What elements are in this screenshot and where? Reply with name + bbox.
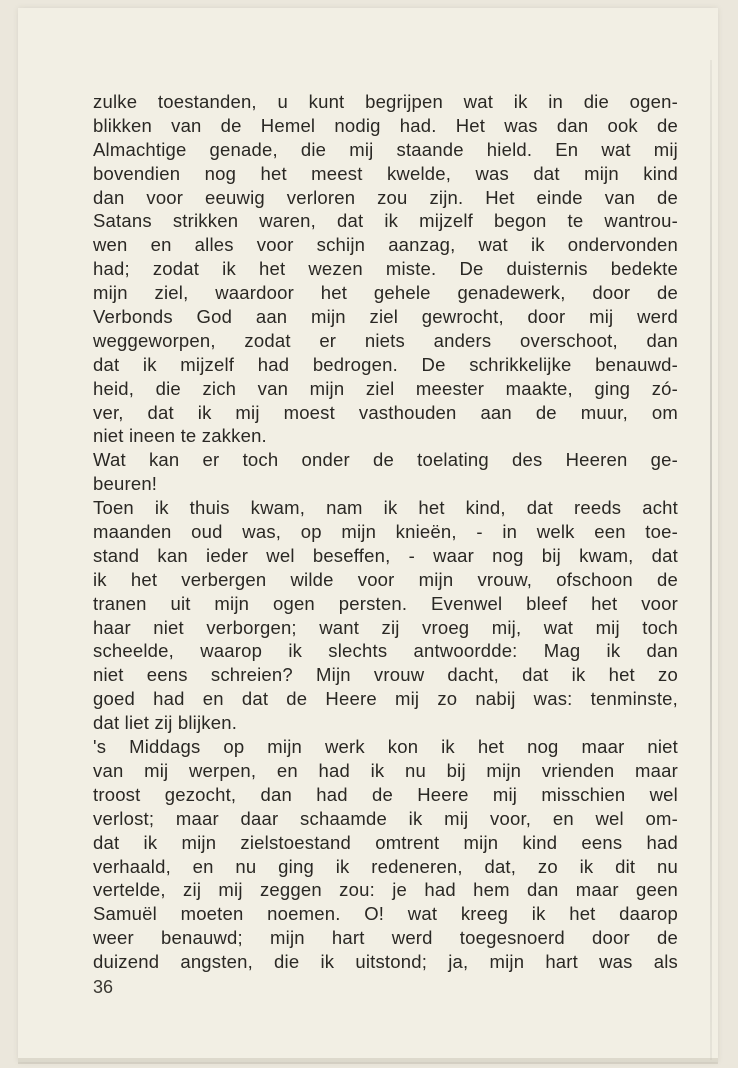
text-line: tranen uit mijn ogen persten. Evenwel bleef het voor: [93, 592, 678, 614]
text-line: ik het verbergen wilde voor mijn vrouw, ofschoon de: [93, 568, 678, 590]
text-line: verlost; maar daar schaamde ik mij voor, en wel om-: [93, 807, 678, 829]
text-line: vertelde, zij mij zeggen zou: je had hem dan maar geen: [93, 879, 678, 901]
text-line: dat ik mijn zielstoestand omtrent mijn kind eens had: [93, 831, 678, 853]
text-line: wen en alles voor schijn aanzag, wat ik ondervonden: [93, 234, 678, 256]
text-line: Almachtige genade, die mij staande hield. En wat mij: [93, 138, 678, 160]
text-line: verhaald, en nu ging ik redeneren, dat, zo ik dit nu: [93, 855, 678, 877]
text-line: zulke toestanden, u kunt begrijpen wat ik in die ogen-: [93, 91, 678, 112]
text-line: Verbonds God aan mijn ziel gewrocht, door mij werd: [93, 306, 678, 328]
body-text: [93, 90, 678, 974]
text-line: stand kan ieder wel beseffen, - waar nog bij kwam, dat: [93, 544, 678, 566]
text-line: bovendien nog het meest kwelde, was dat mijn kind: [93, 162, 678, 184]
text-line: ver, dat ik mij moest vasthouden aan de muur, om: [93, 401, 678, 423]
text-line: Toen ik thuis kwam, nam ik het kind, dat reeds acht: [93, 497, 678, 519]
text-line: Satans strikken waren, dat ik mijzelf begon te wantrou-: [93, 210, 678, 232]
text-line: blikken van de Hemel nodig had. Het was dan ook de: [93, 114, 678, 136]
text-line: maanden oud was, op mijn knieën, - in welk een toe-: [93, 521, 678, 543]
text-line: goed had en dat de Heere mij zo nabij was: tenminste,: [93, 688, 678, 710]
text-line: 's Middags op mijn werk kon ik het nog maar niet: [93, 736, 678, 758]
text-line: dat liet zij blijken.: [93, 712, 238, 734]
text-line: niet eens schreien? Mijn vrouw dacht, dat ik het zo: [93, 664, 678, 686]
text-line: van mij werpen, en had ik nu bij mijn vrienden maar: [93, 759, 678, 781]
text-line: weggeworpen, zodat er niets anders overschoot, dan: [93, 329, 678, 351]
text-line: troost gezocht, dan had de Heere mij misschien wel: [93, 783, 678, 805]
text-line: Wat kan er toch onder de toelating des Heeren ge-: [93, 449, 678, 471]
page-bottom-edge: [18, 1058, 718, 1064]
text-line: weer benauwd; mijn hart werd toegesnoerd door de: [93, 927, 678, 949]
text-line: dan voor eeuwig verloren zou zijn. Het einde van de: [93, 186, 678, 208]
text-line: dat ik mijzelf had bedrogen. De schrikkelijke benauwd-: [93, 353, 678, 375]
page-edge-shadow: [710, 60, 712, 1060]
text-line: heid, die zich van mijn ziel meester maakte, ging zó-: [93, 377, 678, 399]
text-line: scheelde, waarop ik slechts antwoordde: Mag ik dan: [93, 640, 678, 662]
text-line: niet ineen te zakken.: [93, 425, 267, 447]
text-line: Samuël moeten noemen. O! wat kreeg ik het daarop: [93, 903, 678, 925]
text-line: had; zodat ik het wezen miste. De duisternis bedekte: [93, 258, 678, 280]
text-line: duizend angsten, die ik uitstond; ja, mijn hart was als: [93, 951, 678, 973]
text-line: haar niet verborgen; want zij vroeg mij, wat mij toch: [93, 616, 678, 638]
text-line: mijn ziel, waardoor het gehele genadewerk, door de: [93, 282, 678, 304]
text-line: beuren!: [93, 473, 158, 495]
page-number: 36: [93, 977, 114, 997]
